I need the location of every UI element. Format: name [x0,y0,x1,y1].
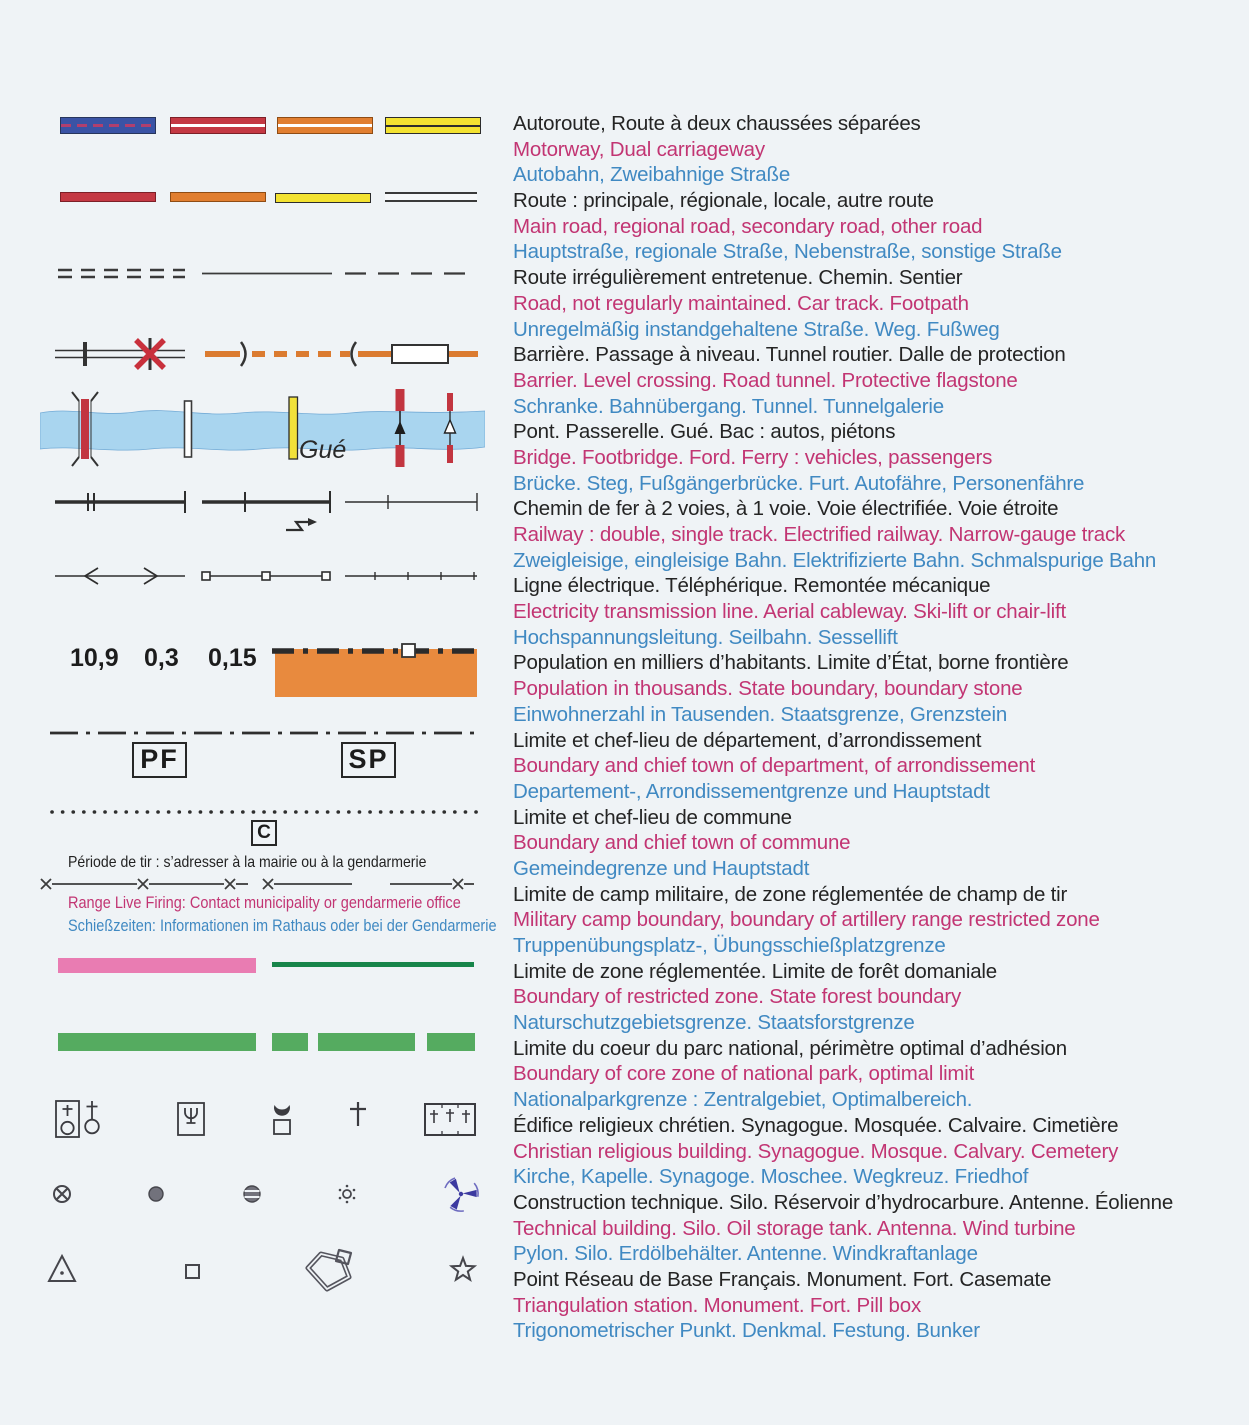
triangulation-icon [49,1256,75,1281]
legend-line-de: Autobahn, Zweibahnige Straße [513,163,791,187]
legend-line-de: Hauptstraße, regionale Straße, Nebenstraße, sonstige Straße [513,240,1062,264]
oil-tank-icon [244,1186,260,1202]
legend-line-en: Boundary of restricted zone. State forest boundary [513,985,962,1009]
ski-lift-ticks-icon [345,572,477,580]
silo-icon [149,1187,163,1201]
park-optimal-dash-3-icon [427,1033,475,1051]
legend-line-de: Hochspannungsleitung. Seilbahn. Sessellift [513,625,898,649]
firing-note-fr: Période de tir : s’adresser à la mairie ou à la gendarmerie [68,854,427,871]
ferry-passengers-icon [445,393,456,463]
firing-note-en: Range Live Firing: Contact municipality or gendarmerie office [68,894,461,912]
dual-carriageway-red-band-icon [170,117,266,134]
pillbox-star-icon [452,1258,475,1280]
legend-line-de: Departement-, Arrondissementgrenze und Hauptstadt [513,779,990,803]
boundary-stone-square-icon [402,644,415,657]
legend-line-de: Einwohnerzahl in Tausenden. Staatsgrenze, Grenzstein [513,702,1008,726]
calvary-cross-icon [350,1102,366,1126]
restricted-zone-band-icon [58,958,256,973]
cableway-squares-icon [202,572,330,580]
mosque-icon [274,1105,290,1134]
population-value-large: 10,9 [70,644,119,672]
legend-line-en: Electricity transmission line. Aerial cableway. Ski-lift or chair-lift [513,600,1066,624]
railway-narrow-gauge-icon [345,493,477,511]
forest-boundary-line-icon [272,962,474,967]
legend-line-de: Nationalparkgrenze : Zentralgebiet, Optimalbereich. [513,1088,973,1112]
department-boundary-line [40,726,485,740]
powerline-cableway-row [40,563,485,589]
legend-line-fr: Pont. Passerelle. Gué. Bac : autos, piétons [513,420,896,444]
legend-line-en: Christian religious building. Synagogue. Mosque. Calvary. Cemetery [513,1139,1119,1163]
legend-line-en: Boundary of core zone of national park, optimal limit [513,1062,975,1086]
firing-note-de: Schießzeiten: Informationen im Rathaus oder bei der Gendarmerie [68,917,497,935]
dual-carriageway-yellow-band-icon [385,117,481,134]
main-road-band-icon [60,192,156,202]
legend-line-en: Boundary and chief town of commune [513,831,851,855]
cemetery-icon [425,1104,475,1135]
railway-double-icon [55,491,185,513]
river-crossings-row [40,387,485,472]
military-boundary-line [40,876,485,892]
population-value-small: 0,15 [208,644,257,672]
legend-line-de: Schranke. Bahnübergang. Tunnel. Tunnelgalerie [513,394,944,418]
legend-line-en: Bridge. Footbridge. Ford. Ferry : vehicles, passengers [513,445,993,469]
state-boundary-line [270,642,482,660]
legend-line-en: Triangulation station. Monument. Fort. Pill box [513,1293,922,1317]
legend-line-fr: Limite du coeur du parc national, périmètre optimal d’adhésion [513,1036,1067,1060]
legend-line-en: Population in thousands. State boundary, boundary stone [513,677,1023,701]
ford-label: Gué [299,436,347,464]
unmaintained-road-dashes-icon [40,264,485,286]
legend-line-de: Pylon. Silo. Erdölbehälter. Antenne. Windkraftanlage [513,1242,978,1266]
legend-line-fr: Limite de zone réglementée. Limite de forêt domaniale [513,959,997,983]
ford-icon [289,397,298,459]
legend-line-de: Unregelmäßig instandgehaltene Straße. Weg. Fußweg [513,317,1000,341]
barrier-road-lines-icon [55,351,185,358]
barrier-tunnel-row [40,334,480,374]
legend-line-en: Main road, regional road, secondary road, other road [513,214,983,238]
electrified-arrow-icon [308,518,317,526]
chapel-icon [85,1101,99,1133]
legend-line-fr: Limite et chef-lieu de commune [513,805,792,829]
legend-line-en: Road, not regularly maintained. Car track. Footpath [513,291,969,315]
legend-line-fr: Population en milliers d’habitants. Limite d’État, borne frontière [513,651,1069,675]
track-footpath-row [40,264,485,286]
motorway-band-icon [60,117,156,134]
legend-line-fr: Route : principale, régionale, locale, autre route [513,189,934,213]
legend-line-en: Barrier. Level crossing. Road tunnel. Protective flagstone [513,368,1018,392]
landmark-symbols-row [40,1246,485,1296]
commune-box: C [251,820,277,846]
other-road-lines-icon [385,192,477,202]
park-core-band-icon [58,1033,256,1051]
regional-road-band-icon [170,192,266,202]
river-band-icon [40,411,485,451]
population-value-medium: 0,3 [144,644,179,672]
legend-line-en: Boundary and chief town of department, of arrondissement [513,754,1036,778]
antenna-icon [339,1185,356,1204]
legend-line-de: Trigonometrischer Punkt. Denkmal. Festung. Bunker [513,1319,980,1343]
power-line-arrows-icon [55,568,185,584]
legend-line-fr: Chemin de fer à 2 voies, à 1 voie. Voie électrifiée. Voie étroite [513,497,1059,521]
dual-carriageway-orange-band-icon [277,117,373,134]
legend-line-fr: Barrière. Passage à niveau. Tunnel routier. Dalle de protection [513,343,1066,367]
commune-boundary-line [40,806,485,818]
military-boundary-x-line-icon [41,879,474,889]
monument-icon [186,1265,199,1278]
railway-row [40,488,485,538]
legend-line-fr: Point Réseau de Base Français. Monument. Fort. Casemate [513,1267,1052,1291]
church-icon [56,1101,79,1137]
legend-line-en: Railway : double, single track. Electrified railway. Narrow-gauge track [513,523,1126,546]
legend-text-column [513,111,1173,1344]
subprefecture-box: SP [341,742,396,778]
legend-line-en: Military camp boundary, boundary of artillery range restricted zone [513,908,1100,932]
legend-line-de: Gemeindegrenze und Hauptstadt [513,856,810,880]
technical-symbols-row [40,1173,485,1221]
legend-line-fr: Route irrégulièrement entretenue. Chemin. Sentier [513,266,963,290]
legend-line-de: Zweigleisige, eingleisige Bahn. Elektrifizierte Bahn. Schmalspurige Bahn [513,548,1157,572]
religious-symbols-row [40,1096,485,1142]
park-optimal-dash-1-icon [272,1033,308,1051]
protective-flagstone-rect-icon [392,345,448,363]
legend-line-en: Technical building. Silo. Oil storage tank. Antenna. Wind turbine [513,1216,1076,1240]
synagogue-icon [178,1103,204,1135]
legend-line-fr: Édifice religieux chrétien. Synagogue. Mosquée. Calvaire. Cimetière [513,1113,1119,1137]
legend-line-de: Brücke. Steg, Fußgängerbrücke. Furt. Autofähre, Personenfähre [513,471,1085,495]
legend-line-fr: Autoroute, Route à deux chaussées séparées [513,112,921,135]
prefecture-box: PF [132,742,187,778]
legend-line-de: Kirche, Kapelle. Synagoge. Moschee. Wegkreuz. Friedhof [513,1165,1029,1189]
fort-icon [308,1250,351,1289]
legend-line-fr: Limite de camp militaire, de zone réglementée de champ de tir [513,882,1068,906]
legend-line-fr: Construction technique. Silo. Réservoir d’hydrocarbure. Antenne. Éolienne [513,1190,1174,1214]
legend-line-fr: Ligne électrique. Téléphérique. Remontée mécanique [513,574,991,598]
legend-line-de: Truppenübungsplatz-, Übungsschießplatzgrenze [513,934,946,957]
legend-line-de: Naturschutzgebietsgrenze. Staatsforstgrenze [513,1011,915,1035]
footbridge-icon [185,401,192,457]
local-road-band-icon [275,193,371,203]
park-optimal-dash-2-icon [318,1033,415,1051]
legend-line-fr: Limite et chef-lieu de département, d’arrondissement [513,728,982,752]
legend-line-en: Motorway, Dual carriageway [513,137,765,161]
pylon-icon [54,1186,70,1202]
wind-turbine-icon [445,1178,483,1216]
